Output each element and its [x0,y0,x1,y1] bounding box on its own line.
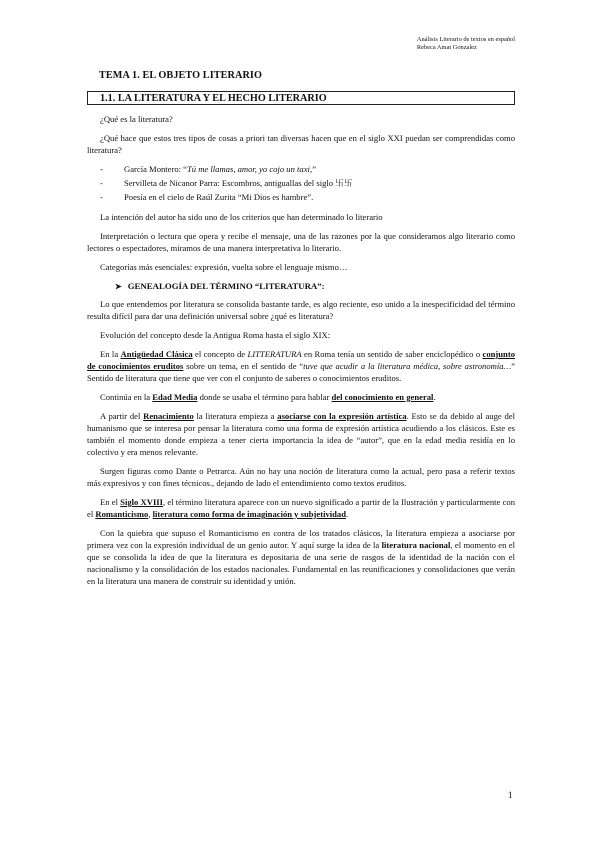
paragraph-interpretacion: Interpretación o lectura que opera y recibe el mensaje, una de las razones por la que consideramos algo literario como lectores o espectadores, miramos de una manera interpretativa lo literario. [87,231,515,253]
paragraph-entendemos: Lo que entendemos por literatura se consolida bastante tarde, es algo reciente, eso unido a la inespecificidad del término resulta difícil para dar una definición universal sobre ¿qué es literatura? [87,299,515,321]
page-number: 1 [508,790,513,800]
arrow-bullet-icon: ➤ [115,282,122,291]
paragraph-quiebra: Con la quiebra que supuso el Romanticismo en contra de los tratados clásicos, la literatura empieza a asociarse por primera vez con la expresión individual de un genio autor. Y aquí surge la idea de la literatura nacional, el momento en el que se consolida la idea de que la literatura es depositaria de una serie de rasgos de la identidad de la nación con el nacionalismo y la consolidación de los estados nacionales. Fundamental en las reunificaciones y consolidaciones que verán en la literatura una manera de construir su identidad y unión. [87,528,515,586]
paragraph-antiguedad: En la Antigüedad Clásica el concepto de LITTERATURA en Roma tenía un sentido de saber enciclopédico o conjunto de conocimientos eruditos sobre un tema, en el sentido de “tuve que acudir a la literatura médica, sobre astronomía…” Sentido de literatura que tiene que ver con el conjunto de saberes o conocimientos eruditos. [87,349,515,383]
paragraph-surgen: Surgen figuras como Dante o Petrarca. Aún no hay una noción de literatura como la actual, pero pasa a referir textos más expresivos y con fines técnicos., dejando de lado el entendimiento como textos eruditos. [87,466,515,488]
paragraph-siglo-xviii: En el Siglo XVIII, el término literatura aparece con un nuevo significado a partir de la Ilustración y particularmente con el Romanticismo, literatura como forma de imaginación y subjetividad. [87,497,515,519]
paragraph-edad-media: Continúa en la Edad Media donde se usaba el término para hablar del conocimiento en general. [100,392,436,402]
paragraph-categorias: Categorías más esenciales: expresión, vuelta sobre el lenguaje mismo… [100,262,348,272]
header-author: Rebeca Amat Gonzalez [416,44,477,51]
list-item: - Poesía en el cielo de Raúl Zurita “Mi Dios es hambre”. [100,192,314,202]
list-item: - García Montero: “Tú me llamas, amor, yo cojo un taxi,” [100,164,316,174]
list-item: - Servilleta de Nicanor Parra: Escombros, antiguallas del siglo 卐卐 [100,178,353,188]
header-course: Análisis Literario de textos en español [416,36,515,43]
question-1: ¿Qué es la literatura? [100,114,173,124]
question-2: ¿Qué hace que estos tres tipos de cosas a priori tan diversas hacen que en el siglo XXI puedan ser comprendidas como literatura? [87,133,515,155]
genealogy-heading: ➤ GENEALOGÍA DEL TÉRMINO “LITERATURA”: [115,281,325,291]
document-body [87,70,515,587]
paragraph-intencion: La intención del autor ha sido uno de los criterios que han determinado lo literario [100,212,383,222]
paragraph-evolucion: Evolución del concepto desde la Antigua Roma hasta el siglo XIX: [100,330,331,340]
examples-list [100,162,515,204]
paragraph-renacimiento: A partir del Renacimiento la literatura empieza a asociarse con la expresión artística. Esto se da debido al auge del humanismo que se interesa por pensar la literatura como una forma de expresión artística acudiendo a los clásicos. Este es también el momento donde empieza a tener cierta importancia la idea de “autor”, que en la edad media residía en lo colectivo y era menos relevante. [87,411,515,457]
running-header [417,36,515,52]
section-heading: 1.1. LA LITERATURA Y EL HECHO LITERARIO [87,91,515,105]
chapter-title: TEMA 1. EL OBJETO LITERARIO [99,70,263,81]
swastika-symbols: 卐卐 [335,178,353,188]
